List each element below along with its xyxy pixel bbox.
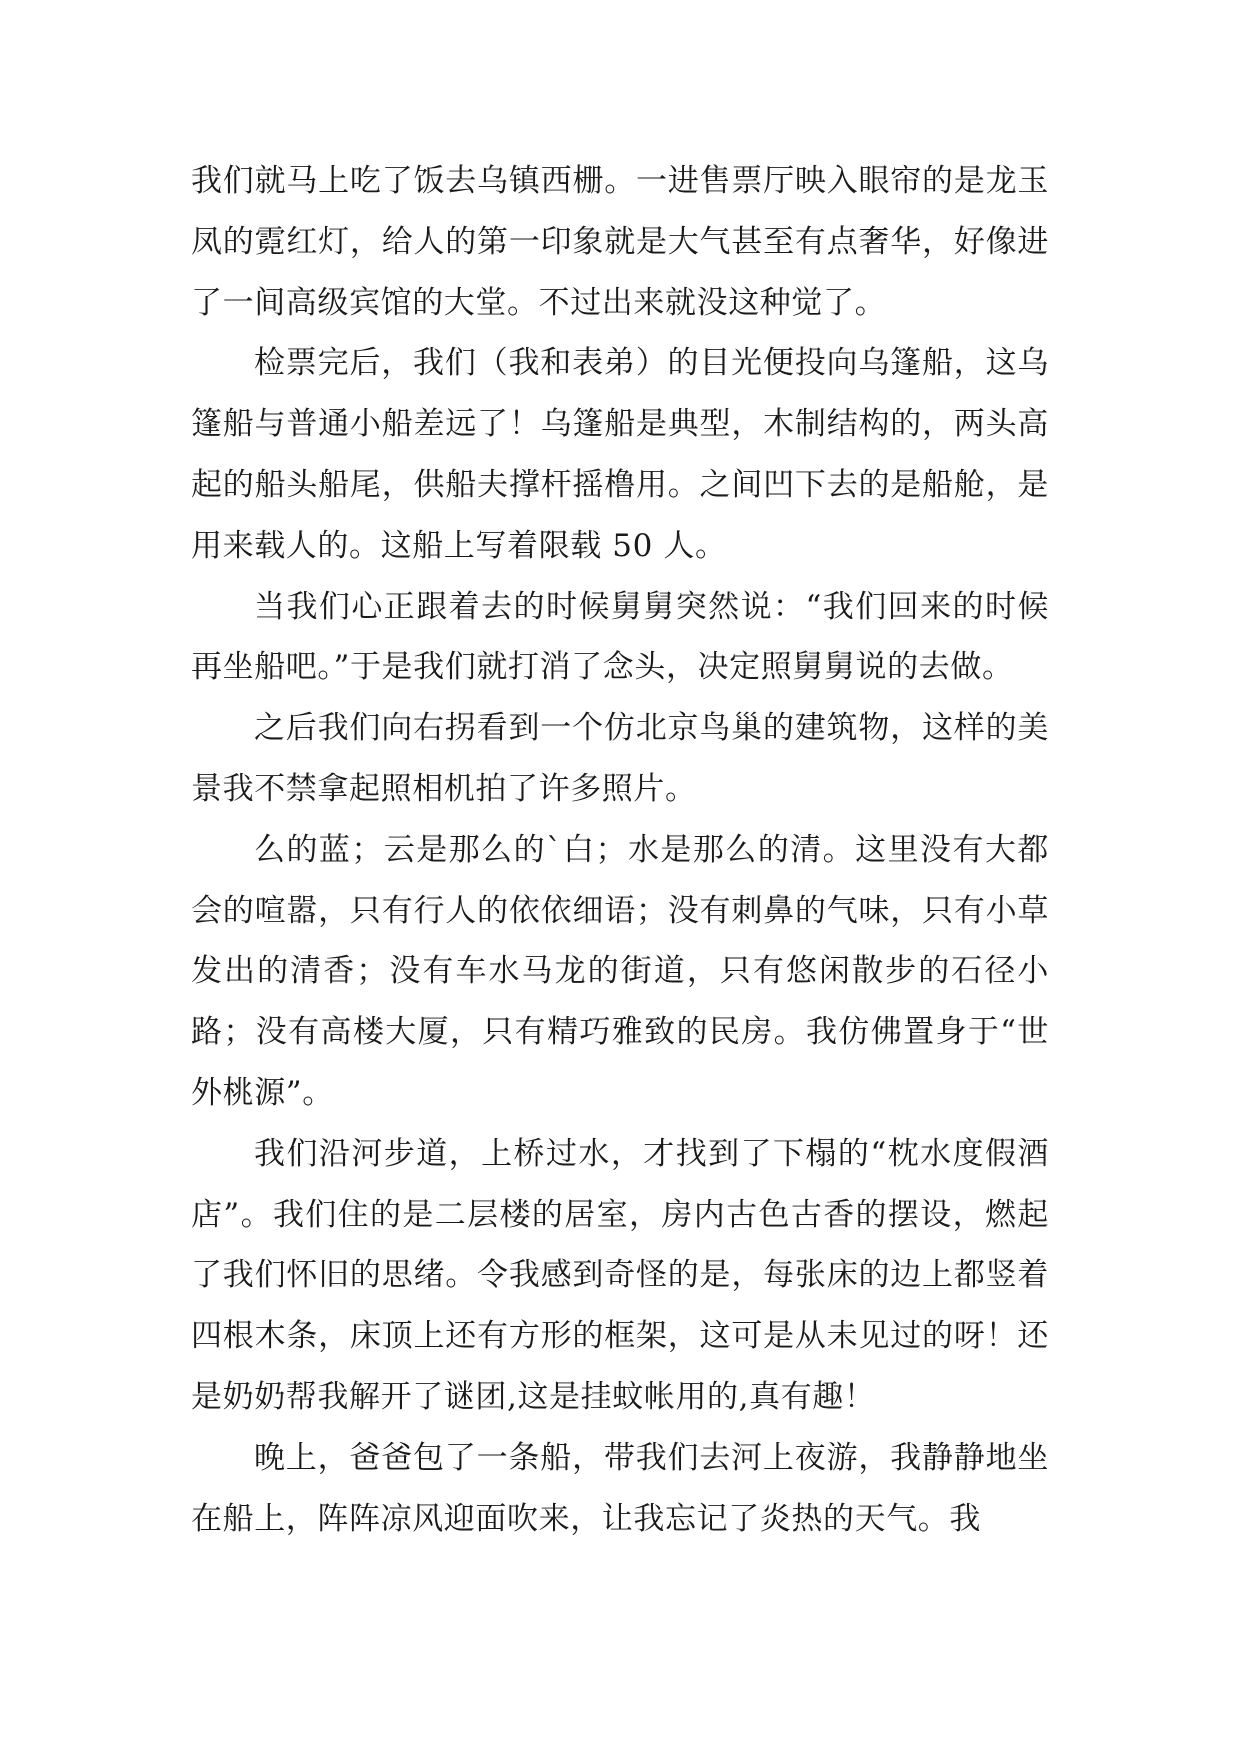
body-text — [191, 151, 1049, 1549]
paragraph-7: 晚上，爸爸包了一条船，带我们去河上夜游，我静静地坐在船上，阵阵凉风迎面吹来，让我忘记了炎热的天气。我 — [191, 1439, 1049, 1537]
paragraph-6: 我们沿河步道，上桥过水，才找到了下榻的“枕水度假酒店”。我们住的是二层楼的居室，房内古色古香的摆设，燃起了我们怀旧的思绪。令我感到奇怪的是，每张床的边上都竖着四根木条，床顶上还有方形的框架，这可是从未见过的呀！还是奶奶帮我解开了谜团,这是挂蚊帐用的,真有趣！ — [191, 1135, 1049, 1415]
paragraph-3: 当我们心正跟着去的时候舅舅突然说：“我们回来的时候再坐船吧。”于是我们就打消了念头，决定照舅舅说的去做。 — [191, 588, 1049, 686]
paragraph-2: 检票完后，我们（我和表弟）的目光便投向乌篷船，这乌篷船与普通小船差远了！乌篷船是典型，木制结构的，两头高起的船头船尾，供船夫撑杆摇橹用。之间凹下去的是船舱，是用来载人的。这船上写着限载 50 人。 — [191, 345, 1049, 564]
paragraph-5: 么的蓝；云是那么的`白；水是那么的清。这里没有大都会的喧嚣，只有行人的依依细语；没有刺鼻的气味，只有小草发出的清香；没有车水马龙的街道，只有悠闲散步的石径小路；没有高楼大厦，只有精巧雅致的民房。我仿佛置身于“世外桃源”。 — [191, 831, 1049, 1111]
paragraph-1: 我们就马上吃了饭去乌镇西栅。一进售票厅映入眼帘的是龙玉凤的霓红灯，给人的第一印象就是大气甚至有点奢华，好像进了一间高级宾馆的大堂。不过出来就没这种觉了。 — [191, 163, 1049, 321]
paragraph-4: 之后我们向右拐看到一个仿北京鸟巢的建筑物，这样的美景我不禁拿起照相机拍了许多照片。 — [191, 710, 1049, 807]
